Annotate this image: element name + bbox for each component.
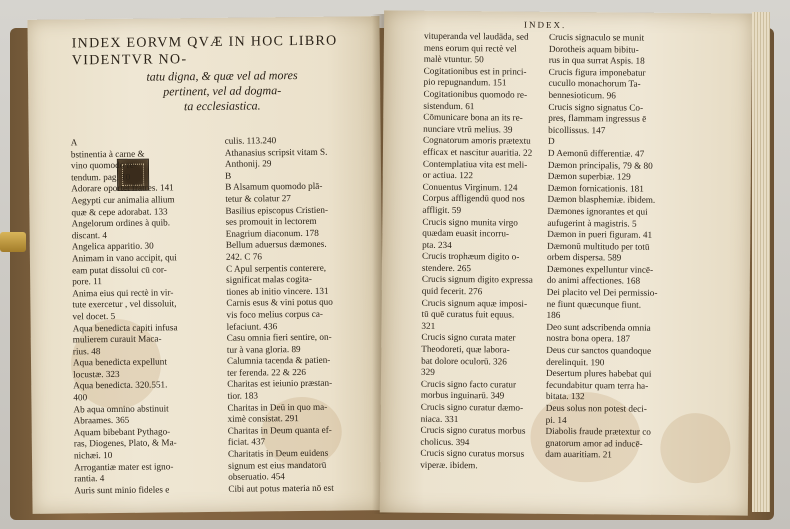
index-entry: Abraames. 365 <box>73 415 130 426</box>
right-page <box>380 10 752 515</box>
index-entry: Charitas in Deum quanta ef- <box>227 424 332 436</box>
index-entry: Aegypti cur animalia allium <box>71 194 175 206</box>
index-entry: Dei placito vel Dei permissio- <box>546 286 658 298</box>
index-entry: culis. 113.240 <box>224 135 277 146</box>
index-entry: quædam euasit incorru- <box>422 227 510 239</box>
subtitle-line: tatu digna, & quæ vel ad mores <box>146 68 298 84</box>
index-entry: Ab aqua omnino abstinuit <box>73 403 169 415</box>
index-entry: Casu omnia fieri sentire, on- <box>226 331 332 343</box>
index-entry: Crucis signo signatus Co- <box>548 101 644 113</box>
index-entry: Dorotheis aquam bibitu- <box>548 43 639 55</box>
index-entry: quid fecerit. 276 <box>421 285 483 297</box>
index-entry: B <box>225 170 232 181</box>
index-entry: Crucis signum digito expressa <box>421 274 533 286</box>
index-entry: bstinentia à carne & <box>70 148 145 160</box>
index-entry: tiones ab initio vincere. 131 <box>226 285 329 297</box>
index-title <box>72 32 373 115</box>
index-entry: vis foco melius corpus ca- <box>226 308 324 320</box>
index-entry: eam putat dissolui cū cor- <box>71 263 167 275</box>
index-entry: Crucis signo curatur dæmo- <box>420 401 524 413</box>
index-entry: Crucis signo curatus morbus <box>420 424 526 436</box>
index-entry: tetur & colatur 27 <box>225 193 291 204</box>
index-entry: Crucis signo munita virgo <box>422 216 518 228</box>
index-entry: nichæi. 10 <box>73 450 113 461</box>
index-entry: pi. 14 <box>545 414 567 425</box>
index-entry: Dæmones expelluntur vincē- <box>546 263 654 275</box>
index-entry: tur à vana gloria. 89 <box>226 343 301 355</box>
index-entry: Cibi aut potus materia nō est <box>228 482 334 494</box>
index-title-text: INDEX EORVM QVÆ IN HOC LIBRO VIDENTVR NO- <box>71 33 338 69</box>
index-entry: Angelica apparitio. 30 <box>71 240 154 252</box>
index-entry: niaca. 331 <box>420 413 459 424</box>
index-entry: do animi affectiones. 168 <box>546 275 641 287</box>
index-entry: or actiua. 122 <box>422 169 474 181</box>
index-entry: Conuentus Virginum. 124 <box>422 181 518 193</box>
index-entry: significat malas cogita- <box>226 274 312 285</box>
index-entry: Anima eius qui rectè in vir- <box>72 287 174 299</box>
index-entry: Desertum plures habebat qui <box>545 368 652 379</box>
index-entry: Deus solus non potest deci- <box>545 402 647 414</box>
index-entry: Arrogantiæ mater est igno- <box>74 460 174 473</box>
index-entry: Angelorum ordines à quib. <box>71 217 171 229</box>
index-entry: Cogitationibus est in princi- <box>423 65 527 77</box>
index-entry: Charitatis in Deum euidens <box>227 447 329 459</box>
book-clasp <box>0 232 26 252</box>
index-entry: nostra bona opera. 187 <box>546 333 631 344</box>
index-subtitle <box>72 67 372 115</box>
index-entry: Charitas est ieiunio præstan- <box>227 378 333 390</box>
index-entry: 329 <box>421 366 435 378</box>
index-entry: bicollissus. 147 <box>548 124 606 136</box>
index-entry: gnatorum amor ad inducē- <box>545 437 643 449</box>
index-entry: pta. 234 <box>422 239 452 250</box>
index-entry: 242. C 76 <box>225 251 262 262</box>
index-entry: Dæmones ignorantes et qui <box>547 205 648 217</box>
index-entry: pore. 11 <box>72 276 102 287</box>
index-entry: tute exercetur , vel dissoluit, <box>72 298 177 310</box>
index-entry: Theodoreti, quæ labora- <box>421 343 510 355</box>
index-entry: stendere. 265 <box>421 262 471 274</box>
index-entry: lefaciunt. 436 <box>226 320 278 332</box>
index-entry: mens eorum qui rectè vel <box>423 42 517 54</box>
index-entry: Auris sunt minio fideles e <box>74 484 170 496</box>
index-entry: Carnis esus & vini potus quo <box>226 296 333 309</box>
index-entry: Deus cur sanctos quandoque <box>546 344 652 356</box>
index-entry: tendum. pag. 10 <box>71 171 131 183</box>
index-entry: Cōmunicare bona an its re- <box>423 111 523 123</box>
index-entry: fecundabitur quam terra ha- <box>545 379 649 391</box>
right-page-column-2 <box>545 32 699 462</box>
index-entry: 400 <box>73 392 88 403</box>
index-entry: ras, Diogenes, Plato, & Ma- <box>73 437 177 449</box>
index-entry: orbem dispersa. 589 <box>547 252 622 263</box>
index-entry: Charitas in Deū in quo ma- <box>227 401 328 413</box>
index-entry: B Alsamum quomodo plā- <box>225 181 323 193</box>
index-entry: tū quē curatus fuit equus. <box>421 308 515 320</box>
index-entry: cucullo monachorum Ta- <box>548 78 641 90</box>
index-entry: Contemplatiua vita est meli- <box>422 158 528 170</box>
left-page-column-2 <box>225 134 385 495</box>
index-entry: pio repugnandum. 151 <box>423 77 507 88</box>
index-entry: ter ferenda. 22 & 226 <box>227 366 307 378</box>
index-entry: Dæmonū multitudo per totū <box>547 240 650 252</box>
index-entry: rantia. 4 <box>74 473 105 484</box>
index-entry: Bellum aduersus dæmones. <box>225 239 327 251</box>
left-page <box>27 16 384 514</box>
index-entry: rus in qua surrat Aspis. 18 <box>548 55 645 66</box>
index-entry: aufugerint à magistris. 5 <box>547 217 637 229</box>
running-head: INDEX. <box>524 19 567 30</box>
index-entry: Dæmon principalis, 79 & 80 <box>547 159 653 171</box>
index-entry: pres, flammam ingressus ē <box>548 112 647 124</box>
index-entry: ficiat. 437 <box>227 436 266 448</box>
index-entry: Dæmon in pueri figuram. 41 <box>547 228 653 240</box>
index-entry: dam auaritiam. 21 <box>545 449 612 460</box>
index-entry: 321 <box>421 320 436 331</box>
index-entry: D Aemonū differentiæ. 47 <box>547 147 645 159</box>
index-entry: Enagrium diaconum. 178 <box>225 227 319 239</box>
subtitle-line: ta ecclesiastica. <box>183 98 261 114</box>
index-entry: Aqua benedicta capiti infusa <box>72 321 178 333</box>
index-entry: sistendum. 61 <box>423 100 475 111</box>
index-entry: 186 <box>546 310 561 321</box>
index-entry: mulierem curauit Maca- <box>72 333 162 345</box>
index-entry: signum est eius mandatorū <box>228 459 327 471</box>
index-entry: tior. 183 <box>227 390 259 401</box>
index-entry: Crucis signo facto curatur <box>420 378 517 390</box>
index-entry: Crucis signaculo se munit <box>548 31 645 43</box>
index-entry: Dæmon fornicationis. 181 <box>547 182 644 194</box>
index-entry: bat dolore oculorū. 326 <box>421 355 507 367</box>
index-entry: efficax et nascitur auaritia. 22 <box>422 146 533 158</box>
index-entry: malè vtuntur. 50 <box>423 53 484 65</box>
index-entry: derelinquit. 190 <box>546 356 605 367</box>
index-entry: obseruatio. 454 <box>228 471 285 482</box>
index-entry: Basilius episcopus Cristien- <box>225 204 329 216</box>
left-page-column-1 <box>71 136 235 497</box>
index-entry: vituperanda vel laudāda, sed <box>423 30 529 42</box>
index-entry: discant. 4 <box>71 229 107 241</box>
index-entry: ximè consistat. 291 <box>227 413 299 425</box>
index-entry: rius. 48 <box>72 345 101 357</box>
index-entry: Adorare oportet fratres. 141 <box>71 182 174 194</box>
index-entry: viperæ. ibidem. <box>420 459 478 471</box>
index-entry: Calumnia tacenda & patien- <box>226 354 331 367</box>
index-entry: bennesioticum. 96 <box>548 89 616 101</box>
index-entry: Crucis trophæum digito o- <box>422 251 520 262</box>
index-entry: Deo sunt adscribenda omnia <box>546 321 651 333</box>
index-entry: affligit. 59 <box>422 204 462 215</box>
index-entry: quæ & cepe adorabat. 133 <box>71 205 168 217</box>
index-entry: vel docet. 5 <box>72 310 116 322</box>
index-entry: Aquam bibebant Pythago- <box>73 426 171 438</box>
index-entry: Aqua benedicta. 320.551. <box>73 379 168 391</box>
index-entry: ses promouit in lectorem <box>225 215 317 227</box>
index-entry: vino quomodo re- <box>70 159 137 171</box>
index-entry: C Apul serpentis conterere, <box>225 262 327 274</box>
index-entry: Dæmon superbiæ. 129 <box>547 170 631 182</box>
index-entry: cholicus. 394 <box>420 436 470 447</box>
index-entry: Crucis signo curata mater <box>421 332 516 343</box>
index-entry: Athanasius scripsit vitam S. <box>224 146 328 158</box>
index-entry: D <box>548 136 555 147</box>
index-entry: Animam in vano accipit, qui <box>71 252 177 264</box>
index-entry: Cogitationibus quomodo re- <box>423 88 528 100</box>
index-entry: Corpus affligendū quod nos <box>422 193 525 204</box>
page-edges <box>752 12 770 512</box>
subtitle-line: pertinent, vel ad dogma- <box>163 83 282 99</box>
index-entry: morbus inguinarū. 349 <box>420 390 505 401</box>
index-entry: Crucis signo curatus morsus <box>420 448 525 460</box>
index-entry: Dæmon blasphemiæ. ibidem. <box>547 194 656 206</box>
index-entry: Diabolis fraude prætextur co <box>545 426 651 437</box>
index-entry: bitata. 132 <box>545 391 585 402</box>
index-entry: Cognatorum amoris prætextu <box>423 135 531 147</box>
index-entry: Aqua benedicta expellunt <box>72 356 167 368</box>
index-entry: locustæ. 323 <box>73 368 120 380</box>
index-entry: ne fiunt quæcunque fiunt. <box>546 298 642 310</box>
index-entry: A <box>70 137 78 148</box>
index-entry: nunciare vtrū melius. 39 <box>423 123 513 135</box>
index-entry: Anthonij. 29 <box>224 158 272 169</box>
index-entry: Crucis figura imponebatur <box>548 66 646 78</box>
index-entry: Crucis signum aquæ imposi- <box>421 297 528 309</box>
